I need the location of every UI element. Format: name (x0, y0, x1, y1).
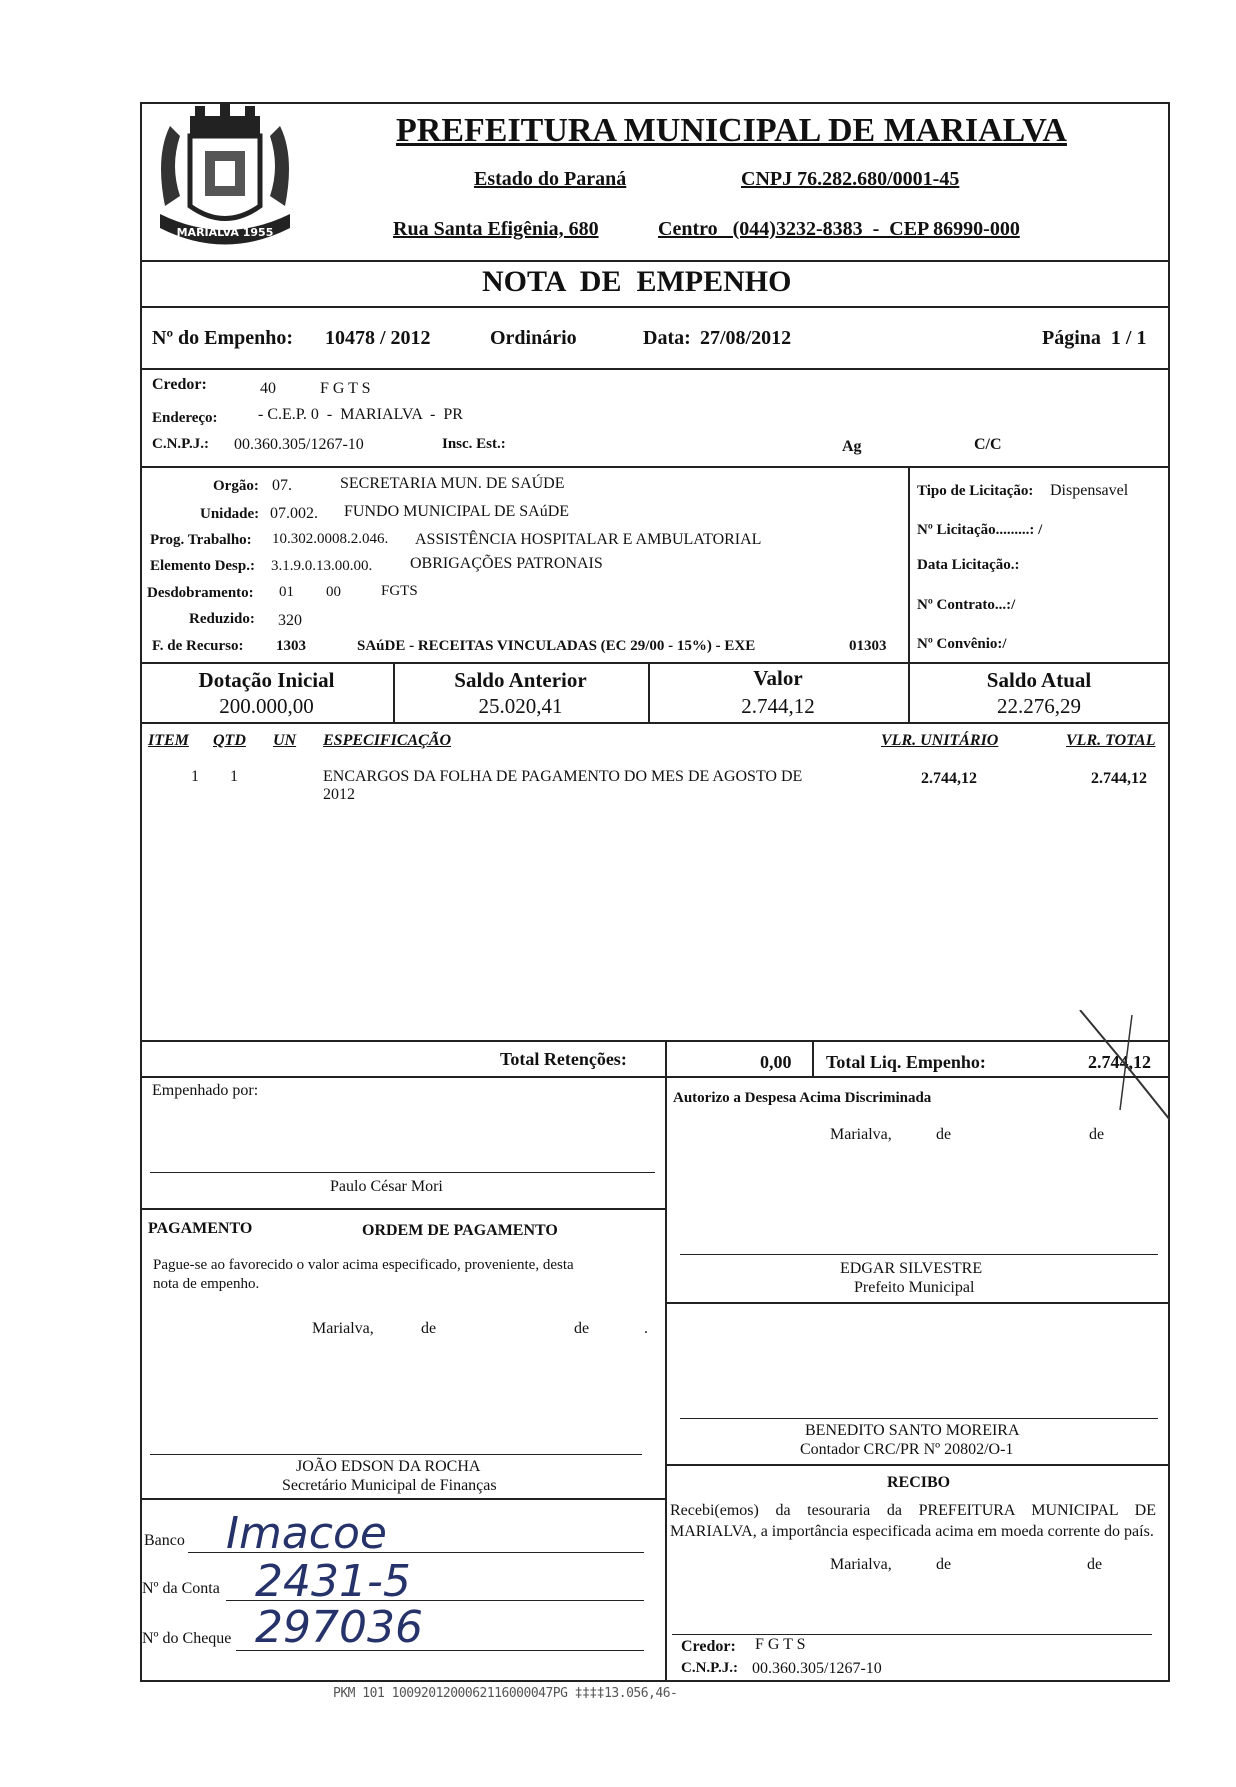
col-total: VLR. TOTAL (1066, 732, 1156, 749)
prefeito-title: Prefeito Municipal (854, 1279, 975, 1296)
recibo-credor: F G T S (755, 1636, 806, 1653)
col-unit: VLR. UNITÁRIO (881, 732, 999, 749)
contador-name: BENEDITO SANTO MOREIRA (805, 1422, 1020, 1439)
header-title: PREFEITURA MUNICIPAL DE MARIALVA (396, 112, 1067, 149)
recibo-cnpj-label: C.N.P.J.: (681, 1660, 738, 1676)
credor-code: 40 (260, 380, 276, 397)
pague-text-2: nota de empenho. (153, 1276, 260, 1292)
recibo-cnpj: 00.360.305/1267-10 (752, 1660, 882, 1677)
pagamento-label: PAGAMENTO (148, 1220, 253, 1237)
signature-line (150, 1172, 655, 1173)
divider (140, 1208, 665, 1210)
endereco-label: Endereço: (152, 410, 218, 426)
recurso-code2: 01303 (849, 638, 887, 654)
ordem-dot: . (644, 1320, 648, 1337)
unidade-name: FUNDO MUNICIPAL DE SAúDE (344, 503, 570, 520)
row-unit: 2.744,12 (921, 770, 977, 787)
crest-banner-text: MARIALVA 1955 (176, 226, 274, 239)
licitacao-tipo: Dispensavel (1050, 482, 1129, 499)
saldo-label: Valor (753, 666, 803, 690)
orgao-code: 07. (272, 477, 292, 494)
desd-b: 00 (326, 584, 341, 600)
cc-label: C/C (974, 436, 1002, 453)
divider (140, 1040, 1170, 1042)
unidade-code: 07.002. (270, 505, 318, 522)
recurso-code: 1303 (276, 638, 306, 654)
desd-name: FGTS (381, 583, 418, 599)
prog-label: Prog. Trabalho: (150, 532, 252, 548)
divider (140, 1498, 665, 1500)
row-item: 1 (191, 768, 199, 785)
pague-text-1: Pague-se ao favorecido o valor acima especificado, proveniente, desta (153, 1257, 574, 1273)
divider (140, 1076, 1170, 1078)
row-spec: ENCARGOS DA FOLHA DE PAGAMENTO DO MES DE AGOSTO DE (323, 768, 803, 785)
doc-title: NOTA DE EMPENHO (482, 265, 792, 298)
divider (140, 662, 1170, 664)
header-address: Centro (044)3232-8383 - CEP 86990-000 (658, 218, 1020, 240)
divider (908, 466, 910, 662)
liq-label: Total Liq. Empenho: (826, 1052, 986, 1072)
secretario-name: JOÃO EDSON DA ROCHA (296, 1458, 481, 1475)
recibo-credor-label: Credor: (681, 1638, 736, 1655)
cheque-handwriting: 297036 (255, 1602, 423, 1653)
prog-code: 10.302.0008.2.046. (272, 531, 389, 547)
prog-name: ASSISTÊNCIA HOSPITALAR E AMBULATORIAL (415, 531, 762, 548)
signature-line (150, 1454, 642, 1455)
empenho-date-label: Data: (643, 327, 691, 349)
divider (140, 306, 1170, 308)
licitacao-convenio: Nº Convênio:/ (917, 636, 1007, 652)
banco-handwriting: Imacoe (226, 1508, 387, 1559)
banco-label: Banco (144, 1532, 185, 1549)
liq-value: 2.744,12 (1088, 1052, 1151, 1072)
contador-title: Contador CRC/PR Nº 20802/O-1 (800, 1441, 1014, 1458)
row-total: 2.744,12 (1091, 770, 1147, 787)
check-mark (1070, 1010, 1170, 1130)
header-cnpj: CNPJ 76.282.680/0001-45 (741, 168, 960, 190)
saldo-label: Saldo Anterior (454, 668, 587, 692)
desd-label: Desdobramento: (147, 585, 254, 601)
autorizo-de-1: de (936, 1126, 952, 1143)
reduzido-value: 320 (278, 612, 302, 629)
insc-label: Insc. Est.: (442, 436, 506, 452)
orgao-name: SECRETARIA MUN. DE SAÚDE (340, 475, 565, 492)
licitacao-num: Nº Licitação.........: / (917, 522, 1043, 538)
desd-a: 01 (279, 584, 294, 600)
credor-cnpj-label: C.N.P.J.: (152, 436, 209, 452)
divider (812, 1040, 814, 1078)
recibo-label: RECIBO (887, 1474, 951, 1491)
empenho-number: 10478 / 2012 (325, 327, 431, 349)
prefeito-name: EDGAR SILVESTRE (840, 1260, 983, 1277)
saldo-label: Dotação Inicial (198, 668, 335, 692)
recurso-label: F. de Recurso: (152, 638, 244, 654)
cheque-label: Nº do Cheque (142, 1630, 232, 1647)
elem-code: 3.1.9.0.13.00.00. (271, 558, 373, 574)
recibo-de-2: de (1087, 1556, 1103, 1573)
saldo-value: 22.276,29 (997, 694, 1081, 718)
empenho-date: 27/08/2012 (700, 327, 792, 349)
ret-label: Total Retenções: (500, 1049, 627, 1069)
conta-handwriting: 2431-5 (255, 1556, 411, 1607)
empenho-page: Página 1 / 1 (1042, 327, 1147, 349)
saldo-value: 2.744,12 (741, 694, 815, 718)
elem-name: OBRIGAÇÕES PATRONAIS (410, 555, 603, 572)
col-qtd: QTD (213, 732, 246, 749)
unidade-label: Unidade: (200, 506, 260, 522)
divider (140, 722, 1170, 724)
saldo-label: Saldo Atual (986, 668, 1092, 692)
reduzido-label: Reduzido: (189, 611, 255, 627)
elem-label: Elemento Desp.: (150, 558, 255, 574)
signature-line (680, 1418, 1158, 1419)
credor-cnpj: 00.360.305/1267-10 (234, 436, 364, 453)
divider (665, 1040, 667, 1680)
footer-code: PKM 101 1009201200062116000047PG ‡‡‡‡13.056,46- (333, 1686, 678, 1701)
empenho-type: Ordinário (490, 327, 577, 349)
recibo-city: Marialva, (830, 1556, 892, 1573)
divider (140, 260, 1170, 262)
col-item: ITEM (148, 732, 189, 749)
ordem-city: Marialva, (312, 1320, 374, 1337)
ordem-de-2: de (574, 1320, 590, 1337)
ag-label: Ag (842, 438, 862, 455)
saldo-value: 200.000,00 (219, 694, 314, 718)
orgao-label: Orgão: (213, 478, 259, 494)
ret-value: 0,00 (760, 1052, 792, 1072)
ordem-de-1: de (421, 1320, 437, 1337)
autorizo-label: Autorizo a Despesa Acima Discriminada (673, 1090, 932, 1106)
saldo-value: 25.020,41 (478, 694, 563, 718)
col-un: UN (273, 732, 297, 749)
endereco-value: - C.E.P. 0 - MARIALVA - PR (258, 406, 463, 423)
licitacao-data: Data Licitação.: (917, 557, 1020, 573)
autorizo-city: Marialva, (830, 1126, 892, 1143)
empenho-label: Nº do Empenho: (152, 327, 294, 349)
recibo-text: Recebi(emos) da tesouraria da PREFEITURA MUNICIPAL DE MARIALVA, a importância especificada acima em moeda corrente do país. (670, 1502, 1156, 1540)
col-spec: ESPECIFICAÇÃO (323, 732, 452, 749)
empenhado-label: Empenhado por: (152, 1082, 259, 1099)
licitacao-tipo-label: Tipo de Licitação: (917, 483, 1034, 499)
header-state: Estado do Paraná (474, 168, 627, 190)
divider (665, 1464, 1170, 1466)
recurso-name: SAúDE - RECEITAS VINCULADAS (EC 29/00 - 15%) - EXE (357, 638, 756, 654)
conta-label: Nº da Conta (142, 1580, 220, 1597)
credor-label: Credor: (152, 376, 207, 393)
signature-line (680, 1254, 1158, 1255)
signature-line (672, 1634, 1152, 1635)
crest-logo (150, 96, 300, 256)
licitacao-contrato: Nº Contrato...:/ (917, 597, 1016, 613)
header-street: Rua Santa Efigênia, 680 (393, 218, 599, 240)
credor-name: F G T S (320, 380, 371, 397)
row-qtd: 1 (230, 768, 238, 785)
autorizo-de-2: de (1089, 1126, 1105, 1143)
divider (665, 1302, 1170, 1304)
divider (140, 466, 1170, 468)
ordem-label: ORDEM DE PAGAMENTO (362, 1222, 558, 1239)
row-spec-2: 2012 (323, 786, 355, 803)
recibo-de-1: de (936, 1556, 952, 1573)
empenhado-name: Paulo César Mori (330, 1178, 443, 1195)
divider (140, 368, 1170, 370)
secretario-title: Secretário Municipal de Finanças (282, 1477, 497, 1494)
